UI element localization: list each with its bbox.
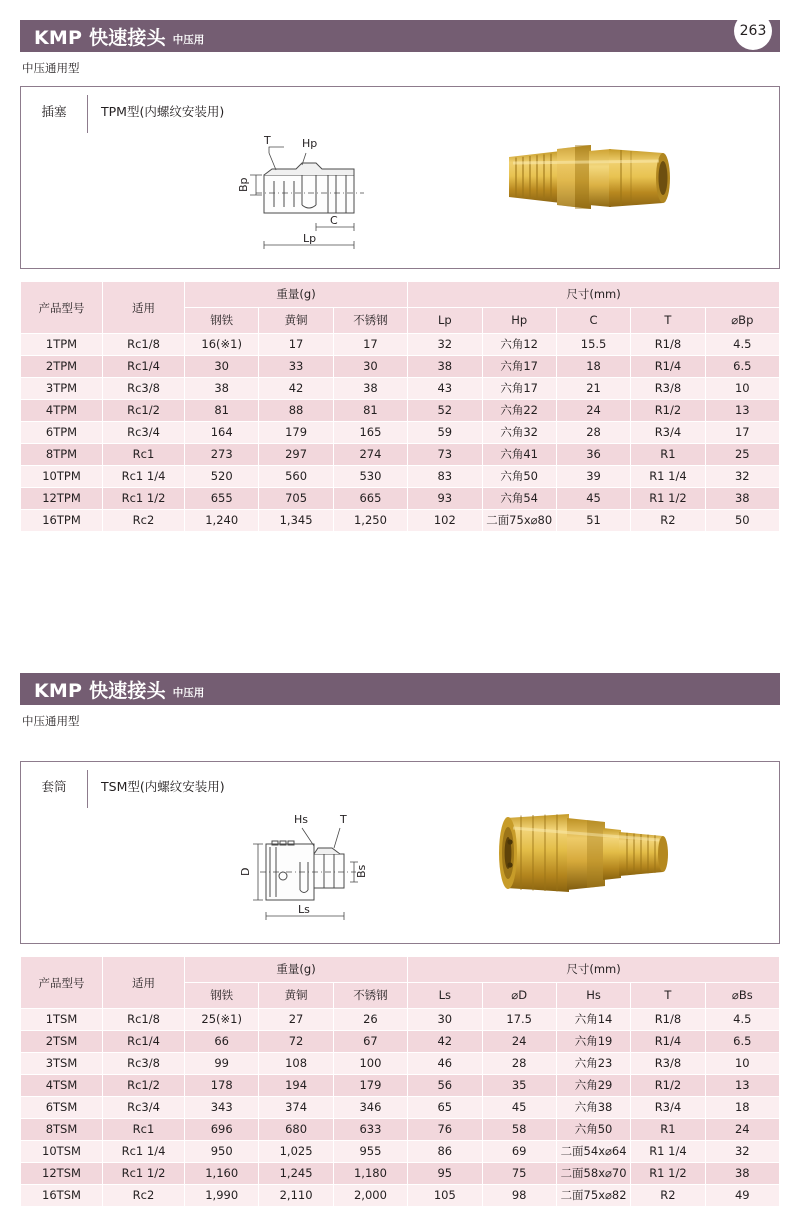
table-cell: 13: [705, 400, 779, 422]
col-group-weight: 重量(g): [185, 957, 408, 983]
table-cell: Rc1/4: [103, 356, 185, 378]
table-cell: 24: [556, 400, 630, 422]
table-cell: 3TPM: [21, 378, 103, 400]
product-category-label: 插塞: [41, 104, 67, 119]
table-cell: 1TPM: [21, 334, 103, 356]
table-cell: R1 1/2: [631, 1163, 705, 1185]
table-row: [21, 1141, 780, 1163]
table-header-row-top: [21, 957, 780, 983]
table-cell: 75: [482, 1163, 556, 1185]
table-cell: 8TPM: [21, 444, 103, 466]
table-cell: R1 1/2: [631, 488, 705, 510]
table-cell: 6TSM: [21, 1097, 103, 1119]
table-cell: 二面54x⌀64: [556, 1141, 630, 1163]
table-cell: 665: [333, 488, 407, 510]
table-cell: 2TSM: [21, 1031, 103, 1053]
table-cell: R1/8: [631, 1009, 705, 1031]
table-body-tpm: [21, 334, 780, 532]
table-cell: Rc1 1/4: [103, 466, 185, 488]
table-cell: 10TSM: [21, 1141, 103, 1163]
col-stainless: 不锈钢: [333, 983, 407, 1009]
table-row: [21, 1185, 780, 1207]
product-category-label: 套筒: [41, 779, 67, 794]
table-cell: 17: [333, 334, 407, 356]
table-cell: 560: [259, 466, 333, 488]
table-cell: 51: [556, 510, 630, 532]
table-cell: 28: [556, 422, 630, 444]
table-cell: 32: [408, 334, 482, 356]
table-cell: 1,990: [185, 1185, 259, 1207]
table-cell: 18: [556, 356, 630, 378]
table-cell: 10TPM: [21, 466, 103, 488]
table-cell: Rc1 1/2: [103, 1163, 185, 1185]
table-cell: 93: [408, 488, 482, 510]
table-cell: R2: [631, 510, 705, 532]
col-bs: ⌀Bs: [705, 983, 779, 1009]
table-cell: Rc2: [103, 510, 185, 532]
product-figure-box-tpm: [20, 86, 780, 269]
table-cell: 2,000: [333, 1185, 407, 1207]
table-cell: 六角41: [482, 444, 556, 466]
table-cell: 4.5: [705, 334, 779, 356]
table-cell: 374: [259, 1097, 333, 1119]
table-cell: 6.5: [705, 1031, 779, 1053]
table-cell: 30: [333, 356, 407, 378]
section-header-tsm: [20, 665, 780, 709]
table-cell: 12TSM: [21, 1163, 103, 1185]
spec-table-tpm: [20, 281, 780, 532]
table-cell: 105: [408, 1185, 482, 1207]
table-cell: R3/8: [631, 1053, 705, 1075]
table-cell: R1/4: [631, 1031, 705, 1053]
table-cell: 179: [333, 1075, 407, 1097]
table-cell: 12TPM: [21, 488, 103, 510]
col-stainless: 不锈钢: [333, 308, 407, 334]
dim-label-t: T: [264, 135, 271, 147]
table-cell: 178: [185, 1075, 259, 1097]
table-cell: 1,245: [259, 1163, 333, 1185]
table-cell: 950: [185, 1141, 259, 1163]
table-cell: Rc1: [103, 444, 185, 466]
table-cell: 二面75x⌀82: [556, 1185, 630, 1207]
dim-label-bs: Bs: [355, 864, 368, 878]
table-cell: 39: [556, 466, 630, 488]
col-ls: Ls: [408, 983, 482, 1009]
table-cell: 38: [705, 488, 779, 510]
table-cell: R3/8: [631, 378, 705, 400]
table-cell: 1,250: [333, 510, 407, 532]
table-cell: 21: [556, 378, 630, 400]
header-subtitle: 中压用: [172, 33, 205, 46]
page-number-badge: 263: [734, 12, 772, 50]
table-cell: 24: [482, 1031, 556, 1053]
table-cell: 73: [408, 444, 482, 466]
table-cell: 24: [705, 1119, 779, 1141]
table-cell: 297: [259, 444, 333, 466]
product-type-title: TPM型(内螺纹安装用): [101, 104, 225, 119]
table-row: [21, 356, 780, 378]
table-cell: 108: [259, 1053, 333, 1075]
table-cell: 86: [408, 1141, 482, 1163]
product-photo-tpm: [491, 117, 681, 246]
dim-label-t: T: [340, 813, 347, 826]
table-cell: 38: [705, 1163, 779, 1185]
col-model: 产品型号: [21, 957, 103, 1009]
table-cell: R3/4: [631, 1097, 705, 1119]
table-cell: 10: [705, 378, 779, 400]
col-lp: Lp: [408, 308, 482, 334]
table-cell: 17: [259, 334, 333, 356]
col-t: T: [631, 983, 705, 1009]
table-cell: 46: [408, 1053, 482, 1075]
technical-drawing-tsm: [236, 810, 411, 939]
table-row: [21, 1119, 780, 1141]
table-cell: 81: [185, 400, 259, 422]
table-cell: 67: [333, 1031, 407, 1053]
table-cell: 1TSM: [21, 1009, 103, 1031]
col-t: T: [631, 308, 705, 334]
table-cell: 13: [705, 1075, 779, 1097]
col-steel: 钢铁: [185, 308, 259, 334]
table-cell: 45: [482, 1097, 556, 1119]
header-bar: [20, 673, 780, 705]
col-group-dimension: 尺寸(mm): [408, 282, 780, 308]
table-cell: 36: [556, 444, 630, 466]
header-title: KMP 快速接头: [34, 26, 166, 49]
col-steel: 钢铁: [185, 983, 259, 1009]
table-cell: 69: [482, 1141, 556, 1163]
table-cell: Rc1/2: [103, 1075, 185, 1097]
table-cell: 4TSM: [21, 1075, 103, 1097]
col-group-weight: 重量(g): [185, 282, 408, 308]
table-cell: R1 1/4: [631, 1141, 705, 1163]
section-tsm: [0, 665, 800, 1207]
table-cell: 六角12: [482, 334, 556, 356]
table-cell: 633: [333, 1119, 407, 1141]
table-cell: 72: [259, 1031, 333, 1053]
table-row: [21, 400, 780, 422]
table-cell: 6TPM: [21, 422, 103, 444]
table-cell: R1/2: [631, 400, 705, 422]
label-divider: [87, 95, 88, 133]
table-cell: 3TSM: [21, 1053, 103, 1075]
col-brass: 黄铜: [259, 983, 333, 1009]
table-row: [21, 488, 780, 510]
table-cell: 165: [333, 422, 407, 444]
table-cell: Rc1/4: [103, 1031, 185, 1053]
table-cell: 100: [333, 1053, 407, 1075]
table-cell: 六角19: [556, 1031, 630, 1053]
table-cell: 六角23: [556, 1053, 630, 1075]
table-cell: R1 1/4: [631, 466, 705, 488]
table-cell: 274: [333, 444, 407, 466]
table-cell: 1,025: [259, 1141, 333, 1163]
table-cell: 1,180: [333, 1163, 407, 1185]
table-cell: 81: [333, 400, 407, 422]
table-cell: Rc1/8: [103, 1009, 185, 1031]
table-cell: 32: [705, 466, 779, 488]
table-body-tsm: [21, 1009, 780, 1207]
product-type-title: TSM型(内螺纹安装用): [101, 779, 225, 794]
table-cell: 二面75x⌀80: [482, 510, 556, 532]
col-applicable: 适用: [103, 282, 185, 334]
header-subtitle: 中压用: [172, 686, 205, 699]
table-cell: Rc3/8: [103, 378, 185, 400]
table-cell: 16TSM: [21, 1185, 103, 1207]
table-cell: 59: [408, 422, 482, 444]
table-cell: 56: [408, 1075, 482, 1097]
table-cell: 25: [705, 444, 779, 466]
product-photo-tsm: [491, 792, 681, 921]
table-cell: 26: [333, 1009, 407, 1031]
table-cell: 15.5: [556, 334, 630, 356]
dim-label-hp: Hp: [302, 137, 318, 150]
table-cell: 六角38: [556, 1097, 630, 1119]
table-cell: 955: [333, 1141, 407, 1163]
table-row: [21, 444, 780, 466]
table-row: [21, 510, 780, 532]
table-row: [21, 1075, 780, 1097]
table-cell: 1,160: [185, 1163, 259, 1185]
table-row: [21, 1031, 780, 1053]
table-cell: 102: [408, 510, 482, 532]
table-cell: 17.5: [482, 1009, 556, 1031]
table-cell: R2: [631, 1185, 705, 1207]
table-cell: 45: [556, 488, 630, 510]
col-c: C: [556, 308, 630, 334]
dim-label-c: C: [330, 214, 338, 227]
table-cell: 65: [408, 1097, 482, 1119]
spec-table-tsm: [20, 956, 780, 1207]
table-cell: 6.5: [705, 356, 779, 378]
table-cell: 4.5: [705, 1009, 779, 1031]
dim-label-bp: Bp: [237, 177, 250, 192]
label-divider: [87, 770, 88, 808]
table-cell: Rc3/8: [103, 1053, 185, 1075]
table-cell: 2TPM: [21, 356, 103, 378]
section-subline: 中压通用型: [22, 714, 80, 728]
table-cell: R1/4: [631, 356, 705, 378]
table-cell: Rc3/4: [103, 422, 185, 444]
col-hp: Hp: [482, 308, 556, 334]
table-cell: 28: [482, 1053, 556, 1075]
table-row: [21, 1053, 780, 1075]
section-tpm: [0, 12, 800, 532]
table-cell: 二面58x⌀70: [556, 1163, 630, 1185]
table-cell: 99: [185, 1053, 259, 1075]
table-cell: 16(※1): [185, 334, 259, 356]
col-bp: ⌀Bp: [705, 308, 779, 334]
table-cell: 35: [482, 1075, 556, 1097]
table-cell: 194: [259, 1075, 333, 1097]
table-row: [21, 1097, 780, 1119]
table-cell: 33: [259, 356, 333, 378]
table-cell: 705: [259, 488, 333, 510]
product-figure-box-tsm: [20, 761, 780, 944]
table-cell: 1,345: [259, 510, 333, 532]
dim-label-hs: Hs: [294, 813, 309, 826]
table-cell: Rc1 1/4: [103, 1141, 185, 1163]
table-cell: R3/4: [631, 422, 705, 444]
dim-label-ls: Ls: [298, 903, 310, 916]
table-cell: Rc3/4: [103, 1097, 185, 1119]
table-cell: 95: [408, 1163, 482, 1185]
col-hs: Hs: [556, 983, 630, 1009]
table-cell: 164: [185, 422, 259, 444]
table-cell: R1/2: [631, 1075, 705, 1097]
table-cell: R1/8: [631, 334, 705, 356]
col-brass: 黄铜: [259, 308, 333, 334]
table-cell: 273: [185, 444, 259, 466]
dim-label-d: D: [239, 867, 252, 876]
table-cell: Rc1/8: [103, 334, 185, 356]
table-cell: 六角17: [482, 356, 556, 378]
table-cell: 六角54: [482, 488, 556, 510]
table-cell: 六角17: [482, 378, 556, 400]
table-cell: 76: [408, 1119, 482, 1141]
table-cell: 520: [185, 466, 259, 488]
table-cell: 530: [333, 466, 407, 488]
table-row: [21, 378, 780, 400]
table-row: [21, 466, 780, 488]
table-cell: 346: [333, 1097, 407, 1119]
table-cell: 17: [705, 422, 779, 444]
table-cell: 38: [408, 356, 482, 378]
table-cell: 179: [259, 422, 333, 444]
table-cell: 52: [408, 400, 482, 422]
table-cell: 83: [408, 466, 482, 488]
table-cell: 58: [482, 1119, 556, 1141]
table-cell: 43: [408, 378, 482, 400]
table-cell: 32: [705, 1141, 779, 1163]
table-cell: 680: [259, 1119, 333, 1141]
table-cell: 30: [408, 1009, 482, 1031]
table-cell: 六角29: [556, 1075, 630, 1097]
table-cell: Rc2: [103, 1185, 185, 1207]
table-cell: 16TPM: [21, 510, 103, 532]
col-group-dimension: 尺寸(mm): [408, 957, 780, 983]
table-cell: 25(※1): [185, 1009, 259, 1031]
col-model: 产品型号: [21, 282, 103, 334]
header-title: KMP 快速接头: [34, 679, 166, 702]
table-cell: 六角14: [556, 1009, 630, 1031]
header-bar: [20, 20, 780, 52]
table-cell: Rc1: [103, 1119, 185, 1141]
table-cell: 30: [185, 356, 259, 378]
table-cell: 1,240: [185, 510, 259, 532]
table-cell: R1: [631, 1119, 705, 1141]
table-cell: 49: [705, 1185, 779, 1207]
table-cell: 六角50: [556, 1119, 630, 1141]
table-cell: 六角50: [482, 466, 556, 488]
table-cell: 343: [185, 1097, 259, 1119]
table-cell: 27: [259, 1009, 333, 1031]
table-row: [21, 1009, 780, 1031]
table-cell: 98: [482, 1185, 556, 1207]
section-header-tpm: [20, 12, 780, 56]
table-header-row-top: [21, 282, 780, 308]
table-cell: 88: [259, 400, 333, 422]
table-cell: R1: [631, 444, 705, 466]
table-cell: 42: [408, 1031, 482, 1053]
table-cell: 8TSM: [21, 1119, 103, 1141]
table-cell: 38: [185, 378, 259, 400]
section-subline: 中压通用型: [22, 61, 80, 75]
table-cell: 2,110: [259, 1185, 333, 1207]
dim-label-lp: Lp: [303, 232, 317, 245]
table-cell: 18: [705, 1097, 779, 1119]
table-cell: 10: [705, 1053, 779, 1075]
table-cell: 655: [185, 488, 259, 510]
table-cell: 50: [705, 510, 779, 532]
table-cell: 六角32: [482, 422, 556, 444]
table-cell: 六角22: [482, 400, 556, 422]
col-applicable: 适用: [103, 957, 185, 1009]
table-cell: 66: [185, 1031, 259, 1053]
table-row: [21, 334, 780, 356]
table-cell: 38: [333, 378, 407, 400]
table-row: [21, 1163, 780, 1185]
table-cell: 696: [185, 1119, 259, 1141]
table-cell: 4TPM: [21, 400, 103, 422]
technical-drawing-tpm: [236, 135, 406, 264]
table-cell: Rc1/2: [103, 400, 185, 422]
table-cell: Rc1 1/2: [103, 488, 185, 510]
col-d: ⌀D: [482, 983, 556, 1009]
table-cell: 42: [259, 378, 333, 400]
table-row: [21, 422, 780, 444]
